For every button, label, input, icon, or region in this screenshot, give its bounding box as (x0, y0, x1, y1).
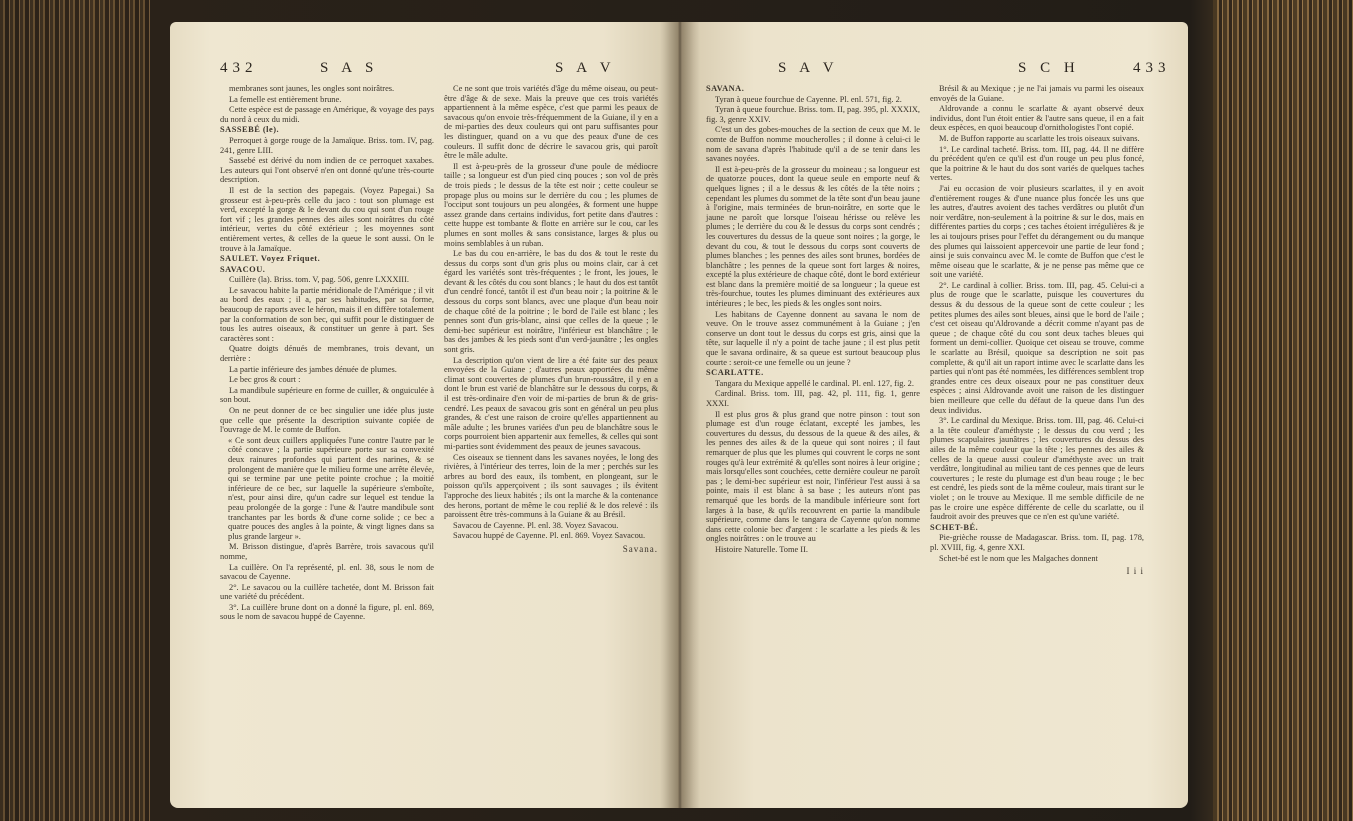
right-page (678, 22, 1188, 808)
paragraph: SAULET. Voyez Friquet. (220, 254, 321, 264)
right-running-head-left: S A V (778, 60, 839, 76)
paragraph: Ces oiseaux se tiennent dans les savanes noyées, le long des rivières, à l'intérieur des terres, loin de la mer ; perchés sur les arbres au bord des eaux, ils tombent, en plongeant, sur le poisson qu'ils apperçoivent ; ils sont sauvages ; ils évitent l'approche des lieux habités ; ils ont la marche & la contenance des herons, portant de même le cou replié & le dos relevé : ils paroissent être très-communs à la Guiane & au Brésil. (444, 452, 658, 520)
paragraph: 3°. Le cardinal du Mexique. Briss. tom. III, pag. 46. Celui-ci a la tête couleur d'améthyste ; le dessus du cou verd ; les plumes scapulaires jaunâtres ; les couvertures du dessus des ailes de la même couleur que la tête ; les pennes des ailes & celles de la queue aussi couleur d'améthyste avec un trait verdâtre, longitudinal au milieu tant de ces pennes que de leurs couvertures ; le reste du plumage est d'un beau rouge ; le bec est cendré, les pieds sont de la même couleur, mais tirant sur le violet ; on le trouve au Mexique. Il me semble difficile de ne pas le croire une espèce différente de celle du scarlatte, ou il faudroit avoir des preuves que ce n'en est qu'une variété. (930, 416, 1144, 522)
paragraph: SASSEBÉ (le). (220, 125, 280, 135)
paragraph: Sassebé est dérivé du nom indien de ce perroquet xaxabes. Les auteurs qui l'ont observé n'en ont donné qu'une très-courte description. (220, 156, 434, 185)
paragraph: 2°. Le savacou ou la cuillère tachetée, dont M. Brisson fait une variété du précédent. (220, 582, 434, 602)
paragraph: SCARLATTE. (706, 368, 764, 378)
paragraph: Savacou de Cayenne. Pl. enl. 38. Voyez Savacou. (453, 520, 619, 530)
paragraph: On ne peut donner de ce bec singulier une idée plus juste que celle que présente la description suivante copiée de l'ouvrage de M. le comte de Buffon. (220, 406, 434, 435)
paragraph: 1°. Le cardinal tacheté. Briss. tom. III, pag. 44. Il ne diffère du précédent qu'en ce qu'il est d'un rouge un peu plus foncé, que la poitrine & le haut du dos sont variés de quelques taches vertes. (930, 144, 1144, 183)
paragraph: La cuillère. On l'a représenté, pl. enl. 38, sous le nom de savacou de Cayenne. (220, 562, 434, 582)
paragraph: J'ai eu occasion de voir plusieurs scarlattes, il y en avoit d'entièrement rouges & d'une nuance plus foncée les uns que les autres, d'autres avoient des taches verdâtres ou plutôt d'un noir verdâtre, non-seulement à la poitrine & sur le dos, mais en différentes parties du corps ; ces taches étoient irrégulières & je les ai toujours prises pour l'effet du dérangement ou du manque des plumes qui laissoient appercevoir une partie de leur fond ; ainsi je suis convaincu avec M. le comte de Buffon que c'est le même oiseau que le scarlatte, & je ne pense pas même que ce soit une variété. (930, 183, 1144, 280)
paragraph: La femelle est entièrement brune. (229, 94, 342, 104)
paragraph: M. Brisson distingue, d'après Barrère, trois savacous qu'il nomme, (220, 542, 434, 561)
left-running-head-right: S A V (555, 60, 616, 76)
paragraph: 2°. Le cardinal à collier. Briss. tom. III, pag. 45. Celui-ci a plus de rouge que le scarlatte, puisque les couvertures du dessus & du dessous de la queue sont de cette couleur ; les petites plumes des ailes sont bleues, ainsi que le bord de l'aile ; c'est cet oiseau qu'Aldrovande a décrit comme n'ayant pas de queue ; de chaque côté du cou sont deux taches bleues qui forment un demi-collier. Quoique cet oiseau se trouve, comme le scarlatte au Brésil, quoique sa description ne soit pas complette, & qu'il ait un raport intime avec le scarlatte dans les parties qui n'ont pas été nommées, les différences semblent trop grandes entre ces deux oiseaux pour ne pas constituer deux espèces ; ainsi Aldrovande avoit une raison de les distinguer bien meilleure que celle du défaut de la queue dans l'un des deux individus. (930, 280, 1144, 415)
left-page-number: 432 (220, 60, 258, 76)
right-running-head-right: S C H (1018, 60, 1080, 76)
left-running-head-left: S A S (320, 60, 379, 76)
paragraph: SAVANA. (706, 84, 745, 93)
left-column-2 (444, 84, 658, 556)
paragraph: SAVACOU. (220, 264, 266, 274)
paragraph: Il est de la section des papegais. (Voyez Papegai.) Sa grosseur est à-peu-près celle du jaco : tout son plumage est verd, excepté la gorge & le devant du cou qui sont d'un rouge fort vif ; les grandes pennes des ailes sont noirâtres du côté intérieur, vertes du côté extérieur ; les moyennes sont entièrement vertes, & celles de la queue le sont aussi. On le trouve à la Jamaïque. (220, 185, 434, 253)
paragraph: C'est un des gobes-mouches de la section de ceux que M. le comte de Buffon nomme moucherolles ; il donne à celui-ci le nom de savana d'après l'habitude qu'il a de se tenir dans les savanes noyées. (706, 125, 920, 164)
paragraph: 3°. La cuillère brune dont on a donné la figure, pl. enl. 869, sous le nom de savacou huppé de Cayenne. (220, 602, 434, 622)
paragraph: SCHET-BÉ. (930, 522, 979, 532)
paragraph: La description qu'on vient de lire a été faite sur des peaux envoyées de la Guiane ; d'autres peaux apportées du même climat sont couvertes de plumes d'un brun-roussâtre, il y en a dont le brun est varié de blanchâtre sur le dessous du corps, & il est très-ordinaire d'en voir de mi-parties de brun & de gris-cendré. Les peaux de savacou gris sont en général un peu plus grandes, & c'est une raison de croire qu'elles appartiennent au mâle adulte ; les brunes variées d'un peu de blanchâtre sous le corps pourroient bien appartenir aux femelles, & celles qui sont mi-parties sont évidemment des peaux de jeunes savacous. (444, 355, 658, 451)
paragraph: Brésil & au Mexique ; je ne l'ai jamais vu parmi les oiseaux envoyés de la Guiane. (930, 84, 1144, 103)
paragraph: Le savacou habite la partie méridionale de l'Amérique ; il vit au bord des eaux ; il a, par ses habitudes, par sa forme, beaucoup de raports avec le héron, mais il en diffère totalement par la conformation de son bec, qui suffit pour le distinguer de tous les autres oiseaux, & constituer un genre à part. Ses caractères sont : (220, 285, 434, 343)
right-column-1 (706, 84, 920, 556)
paragraph: Cuillère (la). Briss. tom. V, pag. 506, genre LXXXIII. (229, 275, 409, 285)
paragraph: Ce ne sont que trois variétés d'âge du même oiseau, ou peut-être d'âge & de sexe. Mais la preuve que ces trois variétés appartiennent à la même espèce, c'est que parmi les peaux de savacous qu'on envoie très-fréquemment de la Guiane, il y en a de mi-parties des deux couleurs qui ont paru suffisantes pour les distinguer, quand on a vu que des peaux d'une de ces couleurs. Il suffit donc de décrire le savacou gris, qui paroît être le mâle adulte. (444, 84, 658, 161)
paragraph: Tangara du Mexique appellé le cardinal. Pl. enl. 127, fig. 2. (715, 378, 914, 388)
left-page (170, 22, 680, 808)
right-page-number: 433 (1133, 60, 1171, 76)
paragraph: Le bas du cou en-arrière, le bas du dos & tout le reste du dessus du corps sont d'un gris plus ou moins clair, car à cet égard les variétés sont très-fréquentes ; le front, les joues, le devant & les côtés du cou sont blancs ; le haut du dos est tantôt d'un cendré foncé, tantôt il est d'un beau noir ; la poitrine & le dessous du corps sont blancs, avec une plaque d'un beau noir de chaque côté de la poitrine ; le bord de l'aile est blanc ; les pennes sont d'un gris-blanc, ainsi que celles de la queue ; le demi-bec supérieur est noirâtre, l'inférieur est blanchâtre ; le bas des jambes & les pieds sont d'un verd-jaunâtre ; les ongles sont gris. (444, 249, 658, 355)
paragraph: Tyran à queue fourchue. Briss. tom. II, pag. 395, pl. XXXIX, fig. 3, genre XXIV. (706, 105, 920, 124)
left-page-edges (0, 0, 150, 821)
paragraph: La partie inférieure des jambes dénuée de plumes. (229, 364, 397, 374)
paragraph: Perroquet à gorge rouge de la Jamaïque. Briss. tom. IV, pag. 241, genre LIII. (220, 135, 434, 155)
paragraph: membranes sont jaunes, les ongles sont noirâtres. (229, 84, 395, 93)
left-column-1 (220, 84, 434, 623)
paragraph: Aldrovande a connu le scarlatte & ayant observé deux individus, dont l'un étoit entier & l'autre sans queue, il en a fait deux espèces, en quoi beaucoup d'ornithologistes l'ont copié. (930, 104, 1144, 133)
paragraph: Il est plus gros & plus grand que notre pinson : tout son plumage est d'un rouge éclatant, excepté les jambes, les couvertures du dessus, du dessous de la queue & des ailes, & les pennes des ailes & de la queue qui sont noires ; il faut remarquer de plus que les plumes qui couvrent le corps ne sont rouges qu'à leur extrémité & qu'elles sont noires à leur origine ; mais lorsqu'elles sont couchées, cette dernière couleur ne paroît pas ; le demi-bec supérieur est noir, l'inférieur l'est aussi à sa pointe, mais il est blanc à sa base ; les auteurs n'ont pas remarqué que les bords de la mandibule inférieure sont fort larges à la base, & qu'ils recouvrent en partie la mandibule supérieure, comme dans le tangara de Cayenne qu'on nomme dans cette colonie bec d'argent : le scarlatte a les pieds & les ongles noirâtres : on le trouve au (706, 409, 920, 544)
paragraph: Tyran à queue fourchue de Cayenne. Pl. enl. 571, fig. 2. (715, 94, 902, 104)
paragraph: Le bec gros & court : (229, 375, 301, 385)
paragraph: Il est à-peu-près de la grosseur d'une poule de médiocre taille ; sa longueur est d'un pied cinq pouces ; son vol de près de trois pieds ; le dessus de la tête est noir ; cette couleur se propage plus ou moins sur le derrière du cou ; les plumes de l'occiput sont toujours un peu alongées, & forment une huppe assez grande dans certains individus, fort petite dans d'autres : cette huppe est tombante & flotte en arrière sur le cou, car les plumes en sont molles & sans consistance, larges & plus ou moins semblables à un ruban. (444, 161, 658, 248)
paragraph: Schet-bé est le nom que les Malgaches donnent (939, 553, 1098, 563)
paragraph: Il est à-peu-près de la grosseur du moineau ; sa longueur est de quatorze pouces, dont la queue seule en emporte neuf & quelques lignes ; il a le dessus & les côtés de la tête noirs ; cependant les plumes du sommet de la tête sont d'un beau jaune à l'origine, mais terminées de brun-noirâtre, en sorte que le jaune ne paroît que lorsque l'oiseau hérisse ou relève les plumes ; le derrière du cou & le dessus du corps sont cendrés ; les couvertures du dessus de la queue sont noires ; la gorge, le devant du cou, & tout le dessous du corps sont couverts de plumes blanches ; les pennes des ailes sont brunes, bordées de blanchâtre ; les pennes de la queue sont fort larges & noires, excepté la plus extérieure de chaque côté, dont le bord extérieur est blanc dans la première moitié de sa longueur ; la queue est très-fourchue, toutes les plumes diminuant des extérieures aux intérieures ; le bec, les pieds & les ongles sont noirs. (706, 164, 920, 309)
paragraph: Cardinal. Briss. tom. III, pag. 42, pl. 111, fig. 1, genre XXXI. (706, 389, 920, 408)
paragraph: Les habitans de Cayenne donnent au savana le nom de veuve. On le trouve assez communément à la Guiane ; j'en conserve un dont tout le dessus du corps est gris, ainsi que la tête, sur laquelle il n'y a point de tache jaune ; il est plus petit que le savana ordinaire, & sa queue est surtout beaucoup plus courte : seroit-ce une femelle ou un jeune ? (706, 309, 920, 367)
catchword: Savana. (622, 543, 658, 554)
right-page-edges (1213, 0, 1353, 821)
paragraph: M. de Buffon rapporte au scarlatte les trois oiseaux suivans. (939, 133, 1140, 143)
paragraph: Histoire Naturelle. Tome II. (715, 544, 808, 554)
right-column-2 (930, 84, 1144, 578)
paragraph: Quatre doigts dénués de membranes, trois devant, un derrière : (220, 344, 434, 364)
paragraph: Savacou huppé de Cayenne. Pl. enl. 869. Voyez Savacou. (453, 531, 646, 541)
paragraph: Cette espèce est de passage en Amérique, & voyage des pays du nord à ceux du midi. (220, 105, 434, 124)
paragraph: Pie-grièche rousse de Madagascar. Briss. tom. II, pag. 178, pl. XVIII, fig. 4, genre XXI. (930, 533, 1144, 552)
paragraph: « Ce sont deux cuillers appliquées l'une contre l'autre par le côté concave ; la partie supérieure porte sur sa convexité deux rainures profondes qui partent des narines, & se prolongent de manière que le milieu forme une arrête élevée, qui se termine par une petite pointe crochue ; la moitié inférieure de ce bec, sur laquelle la supérieure s'emboîte, n'est, pour ainsi dire, qu'un cadre sur lequel est tendue la peau prolongée de la gorge : l'une & l'autre mandibule sont tranchantes par les bords & d'une corne solide ; ce bec a quatre pouces des angles à la pointe, & vingt lignes dans sa plus grande largeur ». (228, 435, 434, 541)
signature-mark: I i i (1126, 566, 1144, 577)
paragraph: La mandibule supérieure en forme de cuiller, & onguiculée à son bout. (220, 385, 434, 405)
